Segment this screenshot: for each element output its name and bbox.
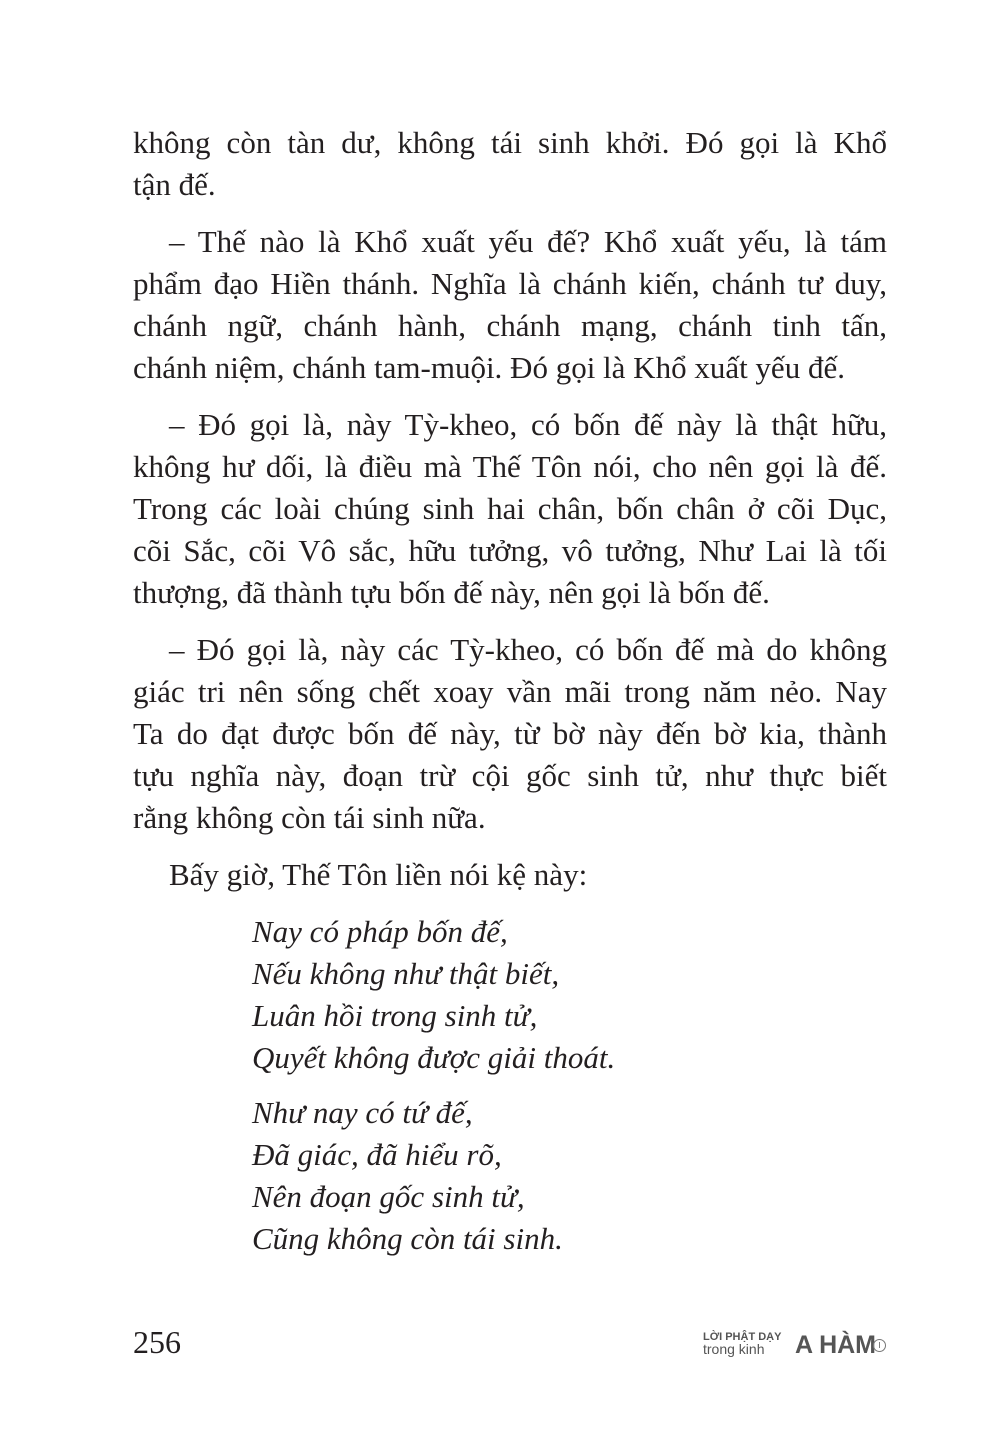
text-line: thượng, đã thành tựu bốn đế này, nên gọi là bốn đế. xyxy=(133,575,770,610)
text-line: Ta do đạt được bốn đế này, từ bờ này đến bờ kia, thành xyxy=(133,716,887,751)
logo-line2: trong kinh xyxy=(703,1341,765,1357)
paragraph xyxy=(133,629,887,839)
verse-line: Nay có pháp bốn đế, xyxy=(252,914,508,949)
text-line: tựu nghĩa này, đoạn trừ cội gốc sinh tử, như thực biết xyxy=(133,758,887,793)
verse-stanza xyxy=(252,911,887,1079)
logo-line1: LỜI PHẬT DẠY xyxy=(703,1331,782,1343)
text-line: rằng không còn tái sinh nữa. xyxy=(133,800,486,835)
text-line: tận đế. xyxy=(133,167,216,202)
text-line: chánh niệm, chánh tam-muội. Đó gọi là Khổ xuất yếu đế. xyxy=(133,350,845,385)
paragraph xyxy=(133,854,887,896)
logo-title: A HÀM xyxy=(795,1331,877,1359)
paragraph xyxy=(133,221,887,389)
body-text xyxy=(133,122,887,1273)
paragraph xyxy=(133,122,887,206)
text-line: – Đó gọi là, này các Tỳ-kheo, có bốn đế mà do không xyxy=(169,632,887,667)
verse-line: Luân hồi trong sinh tử, xyxy=(252,998,538,1033)
verse-line: Nên đoạn gốc sinh tử, xyxy=(252,1179,525,1214)
paragraph xyxy=(133,404,887,614)
verse-line: Quyết không được giải thoát. xyxy=(252,1040,616,1075)
text-line: – Thế nào là Khổ xuất yếu đế? Khổ xuất yếu, là tám xyxy=(169,224,887,259)
text-line: chánh ngữ, chánh hành, chánh mạng, chánh tinh tấn, xyxy=(133,308,887,343)
logo-volume: I xyxy=(873,1339,886,1352)
text-line: cõi Sắc, cõi Vô sắc, hữu tưởng, vô tưởng, Như Lai là tối xyxy=(133,533,887,568)
verse-line: Đã giác, đã hiểu rõ, xyxy=(252,1137,502,1172)
text-line: không hư dối, là điều mà Thế Tôn nói, cho nên gọi là đế. xyxy=(133,449,887,484)
verse-line: Nếu không như thật biết, xyxy=(252,956,560,991)
verse-line: Cũng không còn tái sinh. xyxy=(252,1221,563,1256)
page-number: 256 xyxy=(133,1324,181,1360)
text-line: Bấy giờ, Thế Tôn liền nói kệ này: xyxy=(169,857,588,892)
text-line: – Đó gọi là, này Tỳ-kheo, có bốn đế này là thật hữu, xyxy=(169,407,887,442)
text-line: phẩm đạo Hiền thánh. Nghĩa là chánh kiến, chánh tư duy, xyxy=(133,266,887,301)
text-line: không còn tàn dư, không tái sinh khởi. Đó gọi là Khổ xyxy=(133,125,887,160)
verse-line: Như nay có tứ đế, xyxy=(252,1095,473,1130)
text-line: Trong các loài chúng sinh hai chân, bốn chân ở cõi Dục, xyxy=(133,491,887,526)
verse-stanza xyxy=(252,1092,887,1260)
text-line: giác tri nên sống chết xoay vần mãi trong năm nẻo. Nay xyxy=(133,674,887,709)
